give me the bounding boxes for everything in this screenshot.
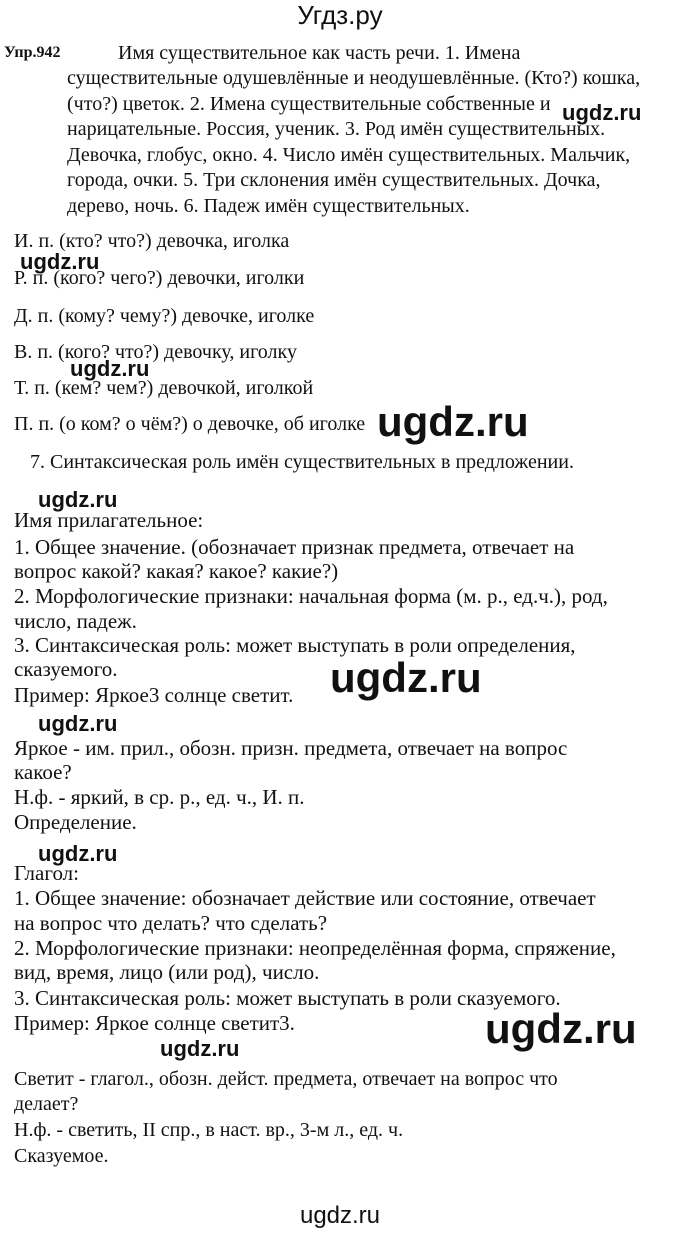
case-nominative: И. п. (кто? что?) девочка, иголка <box>14 230 290 252</box>
verb-line-3: на вопрос что делать? что сделать? <box>14 911 328 935</box>
verb-line-6: 3. Синтаксическая роль: может выступать в роли сказуемого. <box>14 986 561 1010</box>
adjective-line-4: 2. Морфологические признаки: начальная форма (м. р., ед.ч.), род, <box>14 584 608 608</box>
adjective-line-2: 1. Общее значение. (обозначает признак предмета, отвечает на <box>14 535 575 559</box>
watermark: ugdz.ru <box>562 100 642 125</box>
intro-line-4: нарицательные. Россия, ученик. 3. Род имён существительных. <box>67 118 606 140</box>
case-prepositional: П. п. (о ком? о чём?) о девочке, об иголке <box>14 413 366 435</box>
adjective-line-3: вопрос какой? какая? какое? какие?) <box>14 559 339 583</box>
footer-site-link[interactable]: ugdz.ru <box>299 1202 381 1229</box>
verb-line-5: вид, время, лицо (или род), число. <box>14 960 320 984</box>
verb-line-4: 2. Морфологические признаки: неопределённая форма, спряжение, <box>14 936 616 960</box>
adjective-line-7: сказуемого. <box>14 657 118 681</box>
watermark: ugdz.ru <box>20 249 100 274</box>
watermark: ugdz.ru <box>38 711 118 736</box>
case-instrumental: Т. п. (кем? чем?) девочкой, иголкой <box>14 377 314 399</box>
case-genitive: Р. п. (кого? чего?) девочки, иголки <box>14 267 305 289</box>
adjective-line-5: число, падеж. <box>14 609 137 633</box>
intro-line-1: Имя существительное как часть речи. 1. Имена <box>118 42 521 64</box>
verb-analysis-1: Светит - глагол., обозн. дейст. предмета, отвечает на вопрос что <box>14 1068 558 1090</box>
intro-line-3: (что?) цветок. 2. Имена существительные собственные и <box>67 93 551 115</box>
verb-analysis-3: Н.ф. - светить, II спр., в наст. вр., 3-м л., ед. ч. <box>14 1119 404 1141</box>
watermark: ugdz.ru <box>38 487 118 512</box>
watermark-large: ugdz.ru <box>330 654 482 701</box>
intro-line-7: дерево, ночь. 6. Падеж имён существительных. <box>67 195 470 217</box>
intro-line-2: существительные одушевлённые и неодушевлённые. (Кто?) кошка, <box>67 67 641 89</box>
verb-example: Пример: Яркое солнце светит3. <box>14 1011 295 1035</box>
intro-line-6: города, очки. 5. Три склонения имён существительных. Дочка, <box>67 169 601 191</box>
verb-analysis-2: делает? <box>14 1093 79 1115</box>
site-title: Угдз.ру <box>297 0 383 30</box>
exercise-label: Упр.942 <box>4 44 61 61</box>
watermark: ugdz.ru <box>38 841 118 866</box>
adjective-example: Пример: Яркое3 солнце светит. <box>14 683 294 707</box>
adjective-analysis-2: какое? <box>14 760 72 784</box>
verb-line-2: 1. Общее значение: обозначает действие или состояние, отвечает <box>14 886 596 910</box>
verb-role: Сказуемое. <box>14 1145 109 1167</box>
watermark: ugdz.ru <box>70 356 150 381</box>
adjective-role: Определение. <box>14 810 137 834</box>
watermark-large: ugdz.ru <box>485 1005 637 1052</box>
verb-heading: Глагол: <box>14 861 79 885</box>
adjective-analysis-1: Яркое - им. прил., обозн. призн. предмета, отвечает на вопрос <box>14 736 568 760</box>
adjective-line-6: 3. Синтаксическая роль: может выступать в роли определения, <box>14 633 576 657</box>
adjective-analysis-3: Н.ф. - яркий, в ср. р., ед. ч., И. п. <box>14 785 305 809</box>
syntax-noun: 7. Синтаксическая роль имён существительных в предложении. <box>30 451 574 473</box>
case-accusative: В. п. (кого? что?) девочку, иголку <box>14 341 297 363</box>
intro-line-5: Девочка, глобус, окно. 4. Число имён существительных. Мальчик, <box>67 144 631 166</box>
case-dative: Д. п. (кому? чему?) девочке, иголке <box>14 305 315 327</box>
watermark: ugdz.ru <box>160 1036 240 1061</box>
watermark-large: ugdz.ru <box>377 398 529 445</box>
adjective-heading: Имя прилагательное: <box>14 508 204 532</box>
